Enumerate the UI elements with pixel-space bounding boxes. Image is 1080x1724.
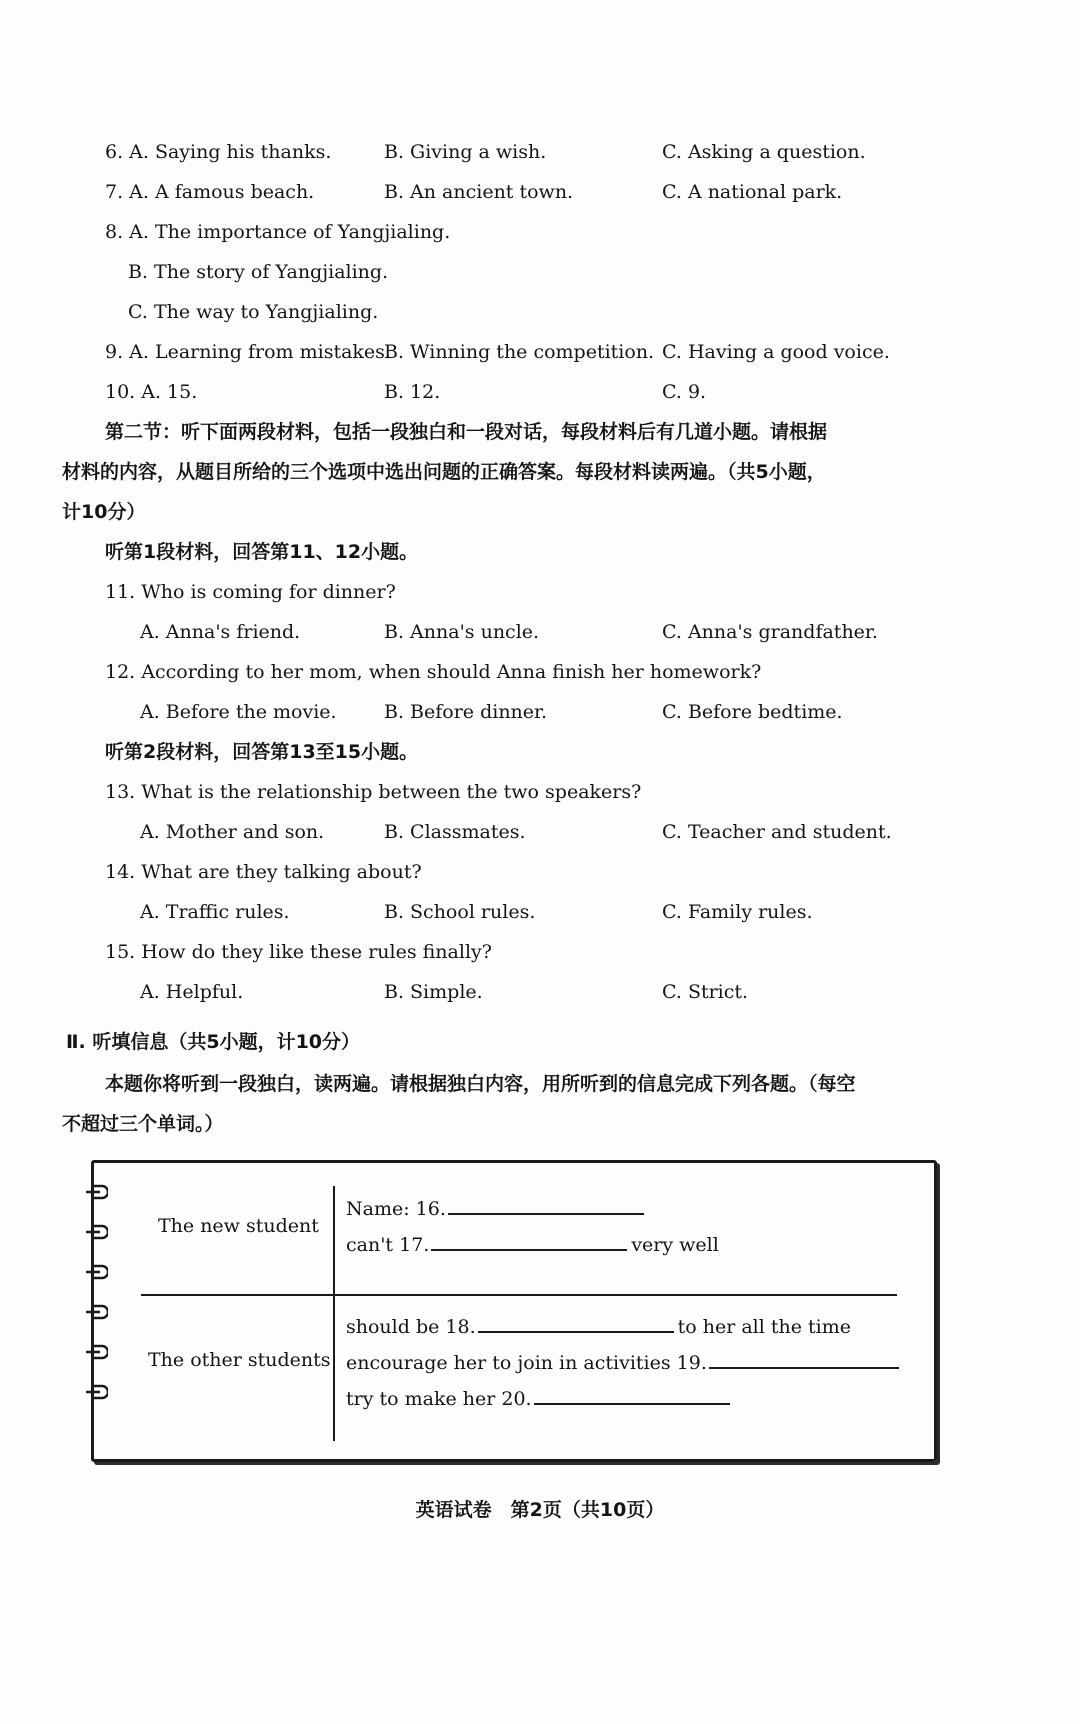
part2-heading: 听第2段材料，回答第13至15小题。: [105, 741, 419, 763]
answer-blank-18[interactable]: [478, 1313, 674, 1333]
section3-instructions-line1: 本题你将听到一段独白，读两遍。请根据独白内容，用所听到的信息完成下列各题。（每空: [105, 1073, 856, 1095]
row-label-new-student: The new student: [158, 1215, 319, 1237]
answer-blank-17[interactable]: [431, 1231, 627, 1251]
name-prefix: Name: 16.: [346, 1198, 446, 1220]
q15-option-b: B. Simple.: [384, 981, 483, 1003]
q14-option-b: B. School rules.: [384, 901, 536, 923]
q14-option-c: C. Family rules.: [662, 901, 813, 923]
table-row-divider: [141, 1294, 897, 1296]
spiral-ring-icon: [82, 1383, 108, 1403]
q12-stem: 12. According to her mom, when should Anna finish her homework?: [105, 661, 762, 683]
q8-option-b: B. The story of Yangjialing.: [128, 261, 389, 283]
q9-option-a: 9. A. Learning from mistakes.: [105, 341, 391, 363]
section3-heading: Ⅱ. 听填信息（共5小题，计10分）: [66, 1031, 361, 1053]
encourage-prefix: encourage her to join in activities 19.: [346, 1352, 707, 1374]
q10-option-a: 10. A. 15.: [105, 381, 198, 403]
should-be-prefix: should be 18.: [346, 1316, 476, 1338]
q12-option-b: B. Before dinner.: [384, 701, 548, 723]
q7-option-b: B. An ancient town.: [384, 181, 574, 203]
spiral-binding: [82, 1183, 112, 1423]
q6-option-a: 6. A. Saying his thanks.: [105, 141, 332, 163]
q9-option-c: C. Having a good voice.: [662, 341, 890, 363]
spiral-ring-icon: [82, 1343, 108, 1363]
q11-option-a: A. Anna's friend.: [140, 621, 301, 643]
section2-instructions-line1: 第二节：听下面两段材料，包括一段独白和一段对话，每段材料后有几道小题。请根据: [105, 421, 828, 443]
q8-option-a: 8. A. The importance of Yangjialing.: [105, 221, 451, 243]
q10-option-b: B. 12.: [384, 381, 441, 403]
row2-line2: [346, 1349, 903, 1375]
spiral-ring-icon: [82, 1223, 108, 1243]
answer-blank-16[interactable]: [448, 1195, 644, 1215]
spiral-ring-icon: [82, 1183, 108, 1203]
q7-option-c: C. A national park.: [662, 181, 843, 203]
row1-line1: [346, 1195, 648, 1221]
very-well-suffix: very well: [631, 1234, 719, 1256]
q15-stem: 15. How do they like these rules finally?: [105, 941, 492, 963]
page-footer: 英语试卷 第2页（共10页）: [415, 1499, 665, 1521]
spiral-ring-icon: [82, 1263, 108, 1283]
info-table: [91, 1160, 937, 1462]
section2-instructions-line3: 计10分）: [62, 501, 146, 523]
q15-option-c: C. Strict.: [662, 981, 749, 1003]
q9-option-b: B. Winning the competition.: [384, 341, 655, 363]
answer-blank-20[interactable]: [534, 1385, 730, 1405]
q13-option-b: B. Classmates.: [384, 821, 526, 843]
spiral-ring-icon: [82, 1303, 108, 1323]
table-column-divider: [333, 1186, 335, 1441]
cant-prefix: can't 17.: [346, 1234, 430, 1256]
row-label-other-students: The other students: [148, 1349, 331, 1371]
answer-blank-19[interactable]: [709, 1349, 899, 1369]
q11-option-b: B. Anna's uncle.: [384, 621, 540, 643]
q6-option-c: C. Asking a question.: [662, 141, 866, 163]
q13-option-c: C. Teacher and student.: [662, 821, 892, 843]
q10-option-c: C. 9.: [662, 381, 707, 403]
q7-option-a: 7. A. A famous beach.: [105, 181, 315, 203]
row1-line2: [346, 1231, 719, 1257]
q13-option-a: A. Mother and son.: [140, 821, 325, 843]
to-her-suffix: to her all the time: [677, 1316, 851, 1338]
section3-instructions-line2: 不超过三个单词。）: [62, 1113, 224, 1135]
q11-stem: 11. Who is coming for dinner?: [105, 581, 396, 603]
q6-option-b: B. Giving a wish.: [384, 141, 547, 163]
make-her-prefix: try to make her 20.: [346, 1388, 532, 1410]
section2-instructions-line2: 材料的内容，从题目所给的三个选项中选出问题的正确答案。每段材料读两遍。（共5小题，: [62, 461, 826, 483]
q14-stem: 14. What are they talking about?: [105, 861, 422, 883]
q12-option-a: A. Before the movie.: [140, 701, 337, 723]
q14-option-a: A. Traffic rules.: [140, 901, 290, 923]
q15-option-a: A. Helpful.: [140, 981, 244, 1003]
row2-line1: [346, 1313, 851, 1339]
q12-option-c: C. Before bedtime.: [662, 701, 843, 723]
row2-line3: [346, 1385, 734, 1411]
q11-option-c: C. Anna's grandfather.: [662, 621, 878, 643]
q13-stem: 13. What is the relationship between the two speakers?: [105, 781, 642, 803]
part1-heading: 听第1段材料，回答第11、12小题。: [105, 541, 419, 563]
q8-option-c: C. The way to Yangjialing.: [128, 301, 379, 323]
